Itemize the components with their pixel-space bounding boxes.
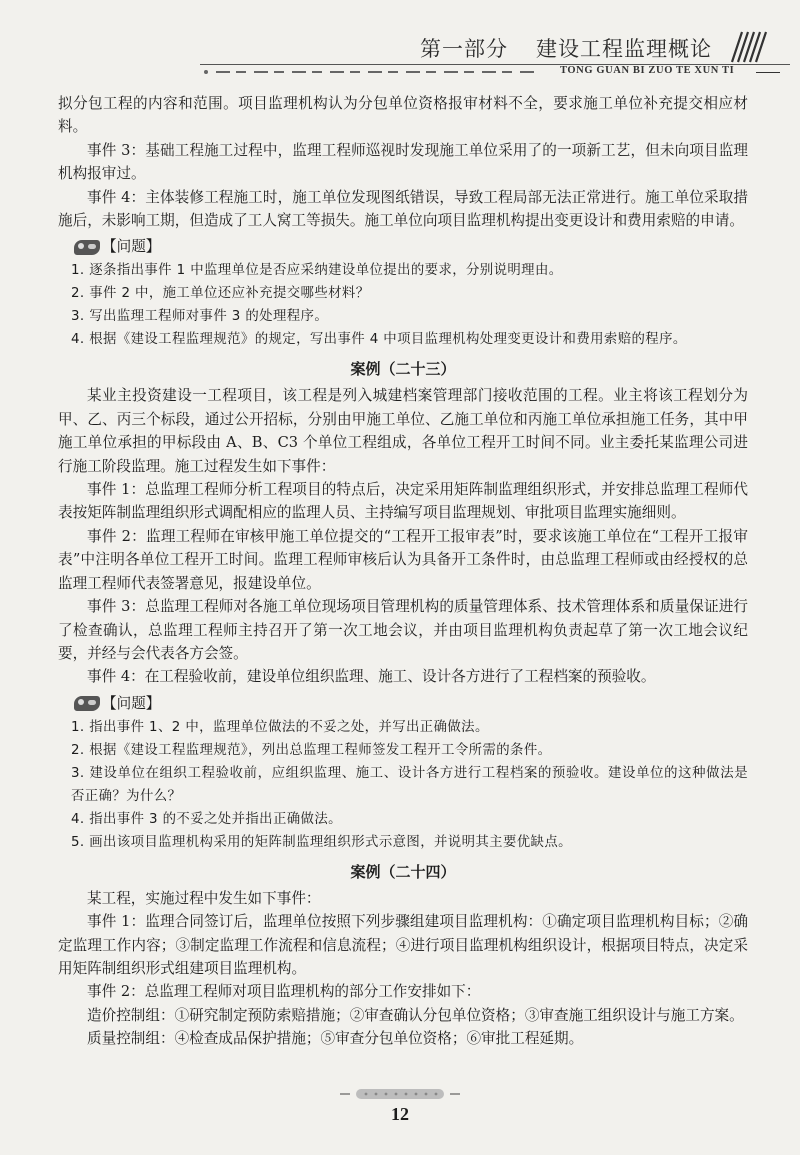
case-24-cost-group: 造价控制组：①研究制定预防索赔措施；②审查确认分包单位资格；③审查施工组织设计与施工方案。 xyxy=(87,1006,744,1024)
question-item: 1. 逐条指出事件 1 中监理单位是否应采纳建设单位提出的要求，分别说明理由。 xyxy=(71,263,563,279)
case-24-title: 案例（二十四） xyxy=(350,862,456,881)
questions-heading xyxy=(74,236,748,258)
header-title xyxy=(420,33,720,63)
questions-heading xyxy=(74,693,748,715)
header-stripes-ornament xyxy=(722,31,770,63)
question-badge-icon xyxy=(74,240,100,255)
question-item: 3. 写出监理工程师对事件 3 的处理程序。 xyxy=(71,309,329,325)
question-item: 2. 事件 2 中，施工单位还应补充提交哪些材料？ xyxy=(71,286,370,302)
header-section-title: 建设工程监理概论 xyxy=(536,37,712,61)
header-subtitle-rule xyxy=(756,72,780,73)
case-23-intro: 某业主投资建设一工程项目，该工程是列入城建档案管理部门接收范围的工程。业主将该工程划分为甲、乙、丙三个标段，通过公开招标，分别由甲施工单位、乙施工单位和丙施工单位承担施工任务，其中甲施工单位承担的甲标段由 A、B、C3 个单位工程组成，各单位工程开工时间不同。业主委托某监理公司进行施工阶段监理。施工过程发生如下事件： xyxy=(58,387,748,475)
question-badge-icon xyxy=(74,696,100,711)
questions-label: 【问题】 xyxy=(102,238,161,256)
question-item: 2. 根据《建设工程监理规范》，列出总监理工程师签发工程开工令所需的条件。 xyxy=(71,742,552,758)
case-23-title: 案例（二十三） xyxy=(350,360,456,379)
case-24-quality-group: 质量控制组：④检查成品保护措施；⑤审查分包单位资格；⑥审批工程延期。 xyxy=(87,1030,584,1048)
header-dotted-ornament xyxy=(200,69,550,75)
question-item: 5. 画出该项目监理机构采用的矩阵制监理组织形式示意图，并说明其主要优缺点。 xyxy=(71,834,572,850)
questions-label: 【问题】 xyxy=(102,694,161,712)
paragraph-event-3: 事件 3：基础工程施工过程中，监理工程师巡视时发现施工单位采用了的一项新工艺，但未向项目监理机构报审过。 xyxy=(58,141,748,183)
question-item: 1. 指出事件 1、2 中，监理单位做法的不妥之处，并写出正确做法。 xyxy=(71,719,489,735)
case-24-event-2: 事件 2：总监理工程师对项目监理机构的部分工作安排如下： xyxy=(87,983,481,1001)
case-23-event-3: 事件 3：总监理工程师对各施工单位现场项目管理机构的质量管理体系、技术管理体系和质量保证进行了检查确认，总监理工程师主持召开了第一次工地会议，并由项目监理机构负责起草了第一次工地会议纪要，并经与会代表各方会签。 xyxy=(58,598,748,662)
body-text xyxy=(58,92,748,1051)
case-24-event-1: 事件 1：监理合同签订后，监理单位按照下列步骤组建项目监理机构：①确定项目监理机构目标；②确定监理工作内容；③制定监理工作流程和信息流程；④进行项目监理机构组织设计，根据项目特点，决定采用矩阵制组织形式组建项目监理机构。 xyxy=(58,913,748,977)
page-number: 12 xyxy=(391,1104,409,1124)
case-23-event-4: 事件 4：在工程验收前，建设单位组织监理、施工、设计各方进行了工程档案的预验收。 xyxy=(87,668,656,686)
paragraph-event-4: 事件 4：主体装修工程施工时，施工单位发现图纸错误，导致工程局部无法正常进行。施工单位采取措施后，未影响工期，但造成了工人窝工等损失。施工单位向项目监理机构提出变更设计和费用索赔的申请。 xyxy=(58,188,748,230)
case-23-event-2: 事件 2：监理工程师在审核甲施工单位提交的“工程开工报审表”时，要求该施工单位在“工程开工报审表”中注明各单位工程开工时间。监理工程师审核后认为具备开工条件时，由总监理工程师或由经授权的总监理工程师代表签署意见，报建设单位。 xyxy=(58,527,748,592)
case-23-event-1: 事件 1：总监理工程师分析工程项目的特点后，决定采用矩阵制监理组织形式，并安排总监理工程师代表按矩阵制监理组织形式调配相应的监理人员、主持编写项目监理规划、审批项目监理实施细则。 xyxy=(58,481,748,522)
question-item: 3. 建设单位在组织工程验收前，应组织监理、施工、设计各方进行工程档案的预验收。建设单位的这种做法是否正确？为什么？ xyxy=(71,765,748,804)
case-24-intro: 某工程，实施过程中发生如下事件： xyxy=(87,889,321,907)
question-item: 4. 根据《建设工程监理规范》的规定，写出事件 4 中项目监理机构处理变更设计和费用索赔的程序。 xyxy=(71,332,687,348)
question-item: 4. 指出事件 3 的不妥之处并指出正确做法。 xyxy=(71,811,342,827)
header-subtitle: TONG GUAN BI ZUO TE XUN TI xyxy=(560,65,735,76)
paragraph-continuation: 拟分包工程的内容和范围。项目监理机构认为分包单位资格报审材料不全，要求施工单位补充提交相应材料。 xyxy=(58,95,748,136)
footer-ornament xyxy=(340,1087,460,1101)
header-part: 第一部分 xyxy=(420,37,508,61)
